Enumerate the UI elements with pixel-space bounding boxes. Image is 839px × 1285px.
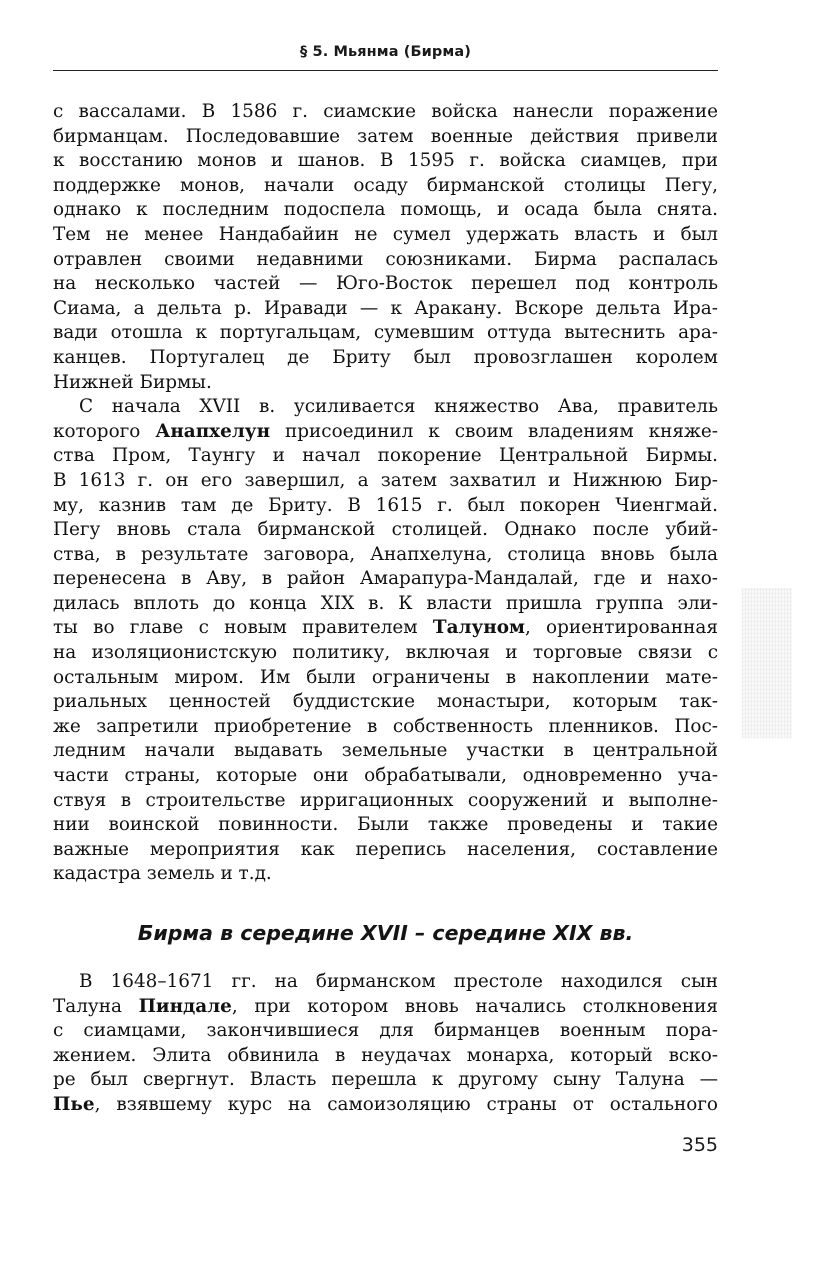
text-line: с вассалами. В 1586 г. сиамские войска нанесли поражение <box>53 101 718 122</box>
text-line: перенесена в Аву, в район Амарапура-Мандалай, где и нахо- <box>53 568 718 590</box>
text-line <box>53 995 718 1020</box>
text-segment: которого <box>53 420 156 442</box>
page-number: 355 <box>681 1134 718 1156</box>
text-line: В 1613 г. он его завершил, а затем захватил и Нижнюю Бир- <box>53 469 718 491</box>
text-line: риальных ценностей буддистские монастыри, которым так- <box>53 691 718 713</box>
text-line <box>53 616 718 641</box>
text-line <box>53 420 718 445</box>
text-line: на изоляционистскую политику, включая и торговые связи с <box>53 642 718 664</box>
text-line: му, казнив там де Бриту. В 1615 г. был покорен Чиенгмай. <box>53 494 718 516</box>
text-line: Сиама, а дельта р. Иравади — к Аракану. Вскоре дельта Ира- <box>53 297 718 319</box>
text-segment: присоединил к своим владениям княже- <box>270 420 718 442</box>
text-segment: , взявшему курс на самоизоляцию страны от остального <box>94 1093 718 1115</box>
text-segment: Талуна <box>53 995 139 1017</box>
bold-name: Анапхелун <box>155 420 271 442</box>
paragraph-3 <box>53 970 718 1118</box>
text-line: жением. Элита обвинила в неудачах монарха, который вско- <box>53 1044 718 1066</box>
text-line: на несколько частей — Юго-Восток перешел под контроль <box>53 273 718 295</box>
text-segment: ты во главе с новым правителем <box>53 617 433 639</box>
main-text-block <box>53 100 718 887</box>
header-rule <box>53 70 718 71</box>
bold-name: Пье <box>53 1093 95 1115</box>
bold-name: Талуном <box>432 617 525 639</box>
text-line: ре был свергнут. Власть перешла к другому сыну Талуна — <box>53 1069 718 1091</box>
text-line: ства Пром, Таунгу и начал покорение Центральной Бирмы. <box>53 445 718 467</box>
text-line: вади отошла к португальцам, сумевшим оттуда вытеснить ара- <box>53 322 718 344</box>
text-line: Тем не менее Нандабайин не сумел удержать власть и был <box>53 223 718 245</box>
text-segment: , ориентированная <box>524 617 718 639</box>
scan-artifact <box>742 588 792 738</box>
text-line: поддержке монов, начали осаду бирманской столицы Пегу, <box>53 174 718 196</box>
text-line: к восстанию монов и шанов. В 1595 г. войска сиамцев, при <box>53 150 718 172</box>
text-line: с сиамцами, закончившиеся для бирманцев военным пора- <box>53 1020 718 1042</box>
text-line: В 1648–1671 гг. на бирманском престоле находился сын <box>79 971 718 992</box>
text-line: важные мероприятия как перепись населения, составление <box>53 838 718 860</box>
text-line: канцев. Португалец де Бриту был провозглашен королем <box>53 346 718 368</box>
text-line: отравлен своими недавними союзниками. Бирма распалась <box>53 248 718 270</box>
text-line: кадастра земель и т.д. <box>53 863 272 885</box>
text-line: же запретили приобретение в собственность пленников. Пос- <box>53 715 718 737</box>
text-line: Пегу вновь стала бирманской столицей. Однако после убий- <box>53 519 718 541</box>
section-heading: Бирма в середине XVII – середине XIX вв. <box>137 921 634 945</box>
text-line: остальным миром. Им были ограничены в накоплении мате- <box>53 666 718 688</box>
running-head: § 5. Мьянма (Бирма) <box>300 44 471 60</box>
section-text-block <box>53 970 718 1118</box>
text-line: нии воинской повинности. Были также проведены и такие <box>53 814 718 836</box>
text-line <box>53 1093 718 1118</box>
text-line: части страны, которые они обрабатывали, одновременно уча- <box>53 765 718 787</box>
text-line: однако к последним подоспела помощь, и осада была снята. <box>53 199 718 221</box>
text-segment: , при котором вновь начались столкновения <box>231 995 718 1017</box>
text-line: Нижней Бирмы. <box>53 371 212 393</box>
bold-name: Пиндале <box>138 995 232 1017</box>
paragraph-2 <box>53 395 718 887</box>
text-line: ледним начали выдавать земельные участки в центральной <box>53 740 718 762</box>
text-line: дилась вплоть до конца XIX в. К власти пришла группа эли- <box>53 592 718 614</box>
text-line: бирманцам. Последовавшие затем военные действия привели <box>53 125 718 147</box>
text-line: ствуя в строительстве ирригационных сооружений и выполне- <box>53 789 718 811</box>
paragraph-1 <box>53 100 718 395</box>
text-line: ства, в результате заговора, Анапхелуна, столица вновь была <box>53 543 718 565</box>
text-line: С начала XVII в. усиливается княжество Ава, правитель <box>79 396 718 418</box>
